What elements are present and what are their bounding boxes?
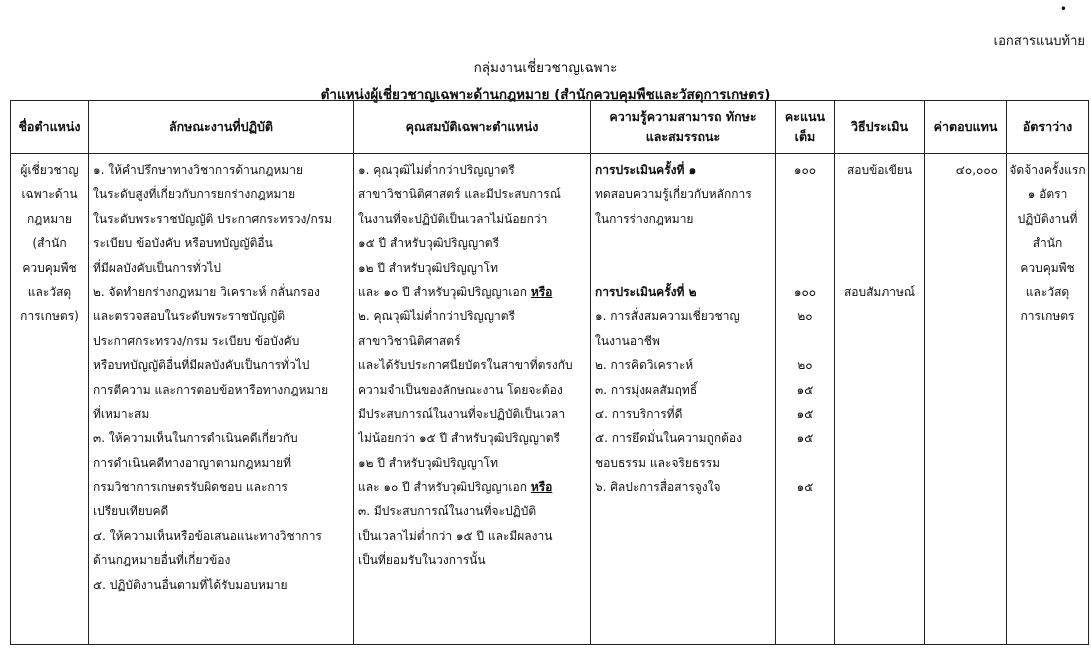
qualification-line: ๑๒ ปี สำหรับวุฒิปริญญาโท [358,455,498,470]
duty-line: ๔. ให้ความเห็นหรือข้อเสนอแนะทางวิชาการ [93,528,322,543]
position-line: ผู้เชี่ยวชาญ [20,163,79,177]
header-competency-line-1: ความรู้ความสามารถ ทักษะ [609,109,757,124]
score-item: ๑๕ [796,382,814,397]
document-subtitle: ตำแหน่งผู้เชี่ยวชาญเฉพาะด้านกฎหมาย (สำนักควบคุมพืชและวัสดุการเกษตร) [320,87,771,103]
score-item: ๑๕ [796,480,814,495]
score-item: ๑๕ [796,431,814,446]
header-competency-line-2: และสมรรถนะ [645,129,721,144]
qualification-line: เป็นที่ยอมรับในวงการนั้น [358,553,486,568]
method-round-2: สอบสัมภาษณ์ [843,284,916,299]
header-score-line-1: คะแนน [784,109,826,124]
rate-cell [1007,154,1089,645]
competency-line: ในการร่างกฎหมาย [595,211,694,226]
qualification-line: ในงานที่จะปฏิบัติเป็นเวลาไม่น้อยกว่า [358,211,548,226]
duty-line: การตีความ และการตอบข้อหารือทางกฎหมาย [93,382,329,397]
duty-line: ๓. ให้ความเห็นในการดำเนินคดีเกี่ยวกับ [93,431,298,446]
qualification-line: ๑๕ ปี สำหรับวุฒิปริญญาตรี [358,236,500,251]
competency-line: ในงานอาชีพ [595,333,660,348]
competency-line: ๔. การบริการที่ดี [595,406,683,421]
competency-line: ๒. การคิดวิเคราะห์ [595,358,694,373]
method-round-1: สอบข้อเขียน [846,163,913,177]
qualification-text: และ ๑๐ ปี สำหรับวุฒิปริญญาเอก [358,480,527,495]
competency-line: ๖. ศิลปะการสื่อสารจูงใจ [595,480,721,495]
duties-cell [89,154,354,645]
header-method: วิธีประเมิน [835,101,925,154]
qualification-line [358,280,590,304]
table-row [11,154,1089,645]
duty-line: ระเบียบ ข้อบังคับ หรือบทบัญญัติอื่น [93,236,273,251]
method-cell [835,154,925,645]
qualification-line: และได้รับประกาศนียบัตรในสาขาที่ตรงกับ [358,358,573,373]
qualification-line: ไม่น้อยกว่า ๑๕ ปี สำหรับวุฒิปริญญาตรี [358,431,560,446]
position-line: ควบคุมพืช [22,260,77,275]
duty-line: ๒. จัดทำยกร่างกฎหมาย วิเคราะห์ กลั่นกรอง [93,284,320,299]
score-item: ๒๐ [797,309,813,324]
duty-line: ๕. ปฏิบัติงานอื่นตามที่ได้รับมอบหมาย [93,577,288,592]
position-table [10,100,1089,645]
or-keyword: หรือ [530,480,553,495]
score-item [776,451,834,475]
rate-line: ควบคุมพืช [1020,260,1075,275]
score-round-2: ๑๐๐ [793,284,817,299]
duty-line: หรือบทบัญญัติอื่นที่มีผลบังคับเป็นการทั่วไป [93,358,310,373]
score-item [776,329,834,353]
qualification-line: ๒. คุณวุฒิไม่ต่ำกว่าปริญญาตรี [358,309,515,324]
score-cell [776,154,835,645]
duty-line: ๑. ให้คำปรึกษาทางวิชาการด้านกฎหมาย [93,163,303,177]
duty-line: ที่เหมาะสม [93,406,150,421]
qualification-line: ความจำเป็นของลักษณะงาน โดยจะต้อง [358,382,563,397]
competency-cell [591,154,776,645]
header-pay: ค่าตอบแทน [925,101,1007,154]
qualification-line: เป็นเวลาไม่ต่ำกว่า ๑๕ ปี และมีผลงาน [358,528,553,543]
document-title: กลุ่มงานเชี่ยวชาญเฉพาะ [473,60,618,76]
competency-line: ทดสอบความรู้เกี่ยวกับหลักการ [595,187,752,202]
duty-line: การดำเนินคดีทางอาญาตามกฎหมายที่ [93,455,291,470]
position-line: และวัสดุ [27,284,72,299]
header-duties: ลักษณะงานที่ปฏิบัติ [89,101,354,154]
qualification-text: และ ๑๐ ปี สำหรับวุฒิปริญญาเอก [358,284,527,299]
duty-line: กรมวิชาการเกษตรรับผิดชอบ และการ [93,480,288,495]
competency-line: ๕. การยึดมั่นในความถูกต้อง [595,431,742,446]
rate-line: จัดจ้างครั้งแรก [1009,163,1086,177]
header-name: ชื่อตำแหน่ง [11,101,89,154]
position-line: (สำนัก [32,236,67,251]
pay-value: ๔๐,๐๐๐ [955,163,998,177]
score-round-1: ๑๐๐ [793,163,817,177]
header-row [11,101,1089,154]
qualification-line: ๓. มีประสบการณ์ในงานที่จะปฏิบัติ [358,504,537,519]
competency-line: ชอบธรรม และจริยธรรม [595,455,721,470]
rate-line: และวัสดุ [1025,284,1070,299]
position-line: กฎหมาย [27,211,72,226]
score-item: ๒๐ [797,358,813,373]
rate-line: ๑ อัตรา [1027,187,1068,202]
position-line: เฉพาะด้าน [21,187,78,202]
header-score [776,101,835,154]
or-keyword: หรือ [530,284,553,299]
rate-line: สำนัก [1032,236,1063,251]
qualification-line [358,475,590,499]
position-cell [11,154,89,645]
pay-cell [925,154,1007,645]
qualification-line: สาขาวิชานิติศาสตร์ และมีประสบการณ์ [358,187,561,202]
duty-line: ประกาศกระทรวง/กรม ระเบียบ ข้อบังคับ [93,333,300,348]
qualification-cell [354,154,591,645]
duty-line: และตรวจสอบในระดับพระราชบัญญัติ [93,309,286,324]
rate-line: ปฏิบัติงานที่ [1017,211,1078,226]
round-1-title: การประเมินครั้งที่ ๑ [595,163,697,177]
qualification-line: ๑. คุณวุฒิไม่ต่ำกว่าปริญญาตรี [358,163,515,177]
header-rate: อัตราว่าง [1007,101,1089,154]
annex-label: เอกสารแนบท้าย [993,34,1085,49]
competency-line: ๑. การสั่งสมความเชี่ยวชาญ [595,309,740,324]
position-line: การเกษตร) [20,309,79,324]
duty-line: เปรียบเทียบคดี [93,504,169,519]
qualification-line: ๑๒ ปี สำหรับวุฒิปริญญาโท [358,260,498,275]
duty-line: ในระดับพระราชบัญญัติ ประกาศกระทรวง/กรม [93,211,333,226]
round-2-title: การประเมินครั้งที่ ๒ [595,284,697,299]
duty-line: ด้านกฎหมายอื่นที่เกี่ยวข้อง [93,553,231,568]
duty-line: ในระดับสูงที่เกี่ยวกับการยกร่างกฎหมาย [93,187,296,202]
rate-line: การเกษตร [1020,309,1075,324]
header-score-line-2: เต็ม [794,129,816,144]
qualification-line: มีประสบการณ์ในงานที่จะปฏิบัติเป็นเวลา [358,406,566,421]
qualification-line: สาขาวิชานิติศาสตร์ [358,333,461,348]
header-qualification: คุณสมบัติเฉพาะตำแหน่ง [354,101,591,154]
competency-line: ๓. การมุ่งผลสัมฤทธิ์ [595,382,698,397]
corner-mark: • [1059,2,1067,16]
header-competency [591,101,776,154]
duty-line: ที่มีผลบังคับเป็นการทั่วไป [93,260,221,275]
score-item: ๑๕ [796,406,814,421]
